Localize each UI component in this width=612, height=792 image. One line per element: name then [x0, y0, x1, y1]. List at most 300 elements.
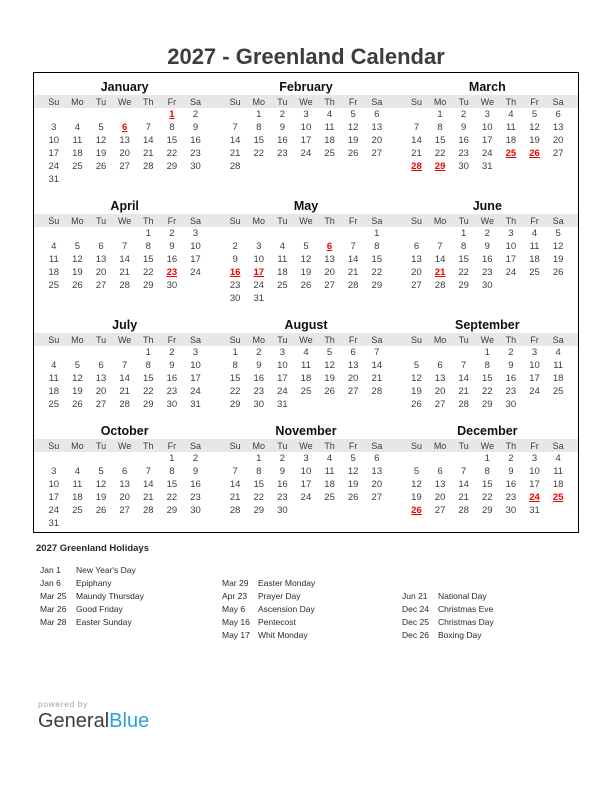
- day-cell: 31: [190, 399, 201, 410]
- footer-logo: [38, 699, 149, 733]
- day-cell: 5: [350, 453, 356, 464]
- day-cell: [452, 452, 476, 465]
- day-cell: 30: [505, 505, 517, 516]
- day-cell: 30: [229, 293, 241, 304]
- month-day-grid: [223, 333, 388, 411]
- day-cell: [136, 108, 160, 121]
- day-cell: 13: [119, 135, 130, 146]
- day-cell: 26: [300, 280, 312, 291]
- day-cell: 20: [324, 267, 335, 278]
- month-october: [34, 423, 215, 530]
- day-cell: 10: [300, 466, 312, 477]
- day-cell: 20: [119, 492, 130, 503]
- day-cell: 14: [458, 373, 469, 384]
- holiday-name: New Year's Day: [76, 565, 136, 575]
- holiday-item: [222, 616, 315, 629]
- holiday-item: [402, 590, 494, 603]
- day-cell: [499, 279, 523, 292]
- day-cell: 27: [371, 492, 383, 503]
- week-row: [405, 253, 570, 266]
- week-row: [42, 266, 207, 279]
- holiday-item: [222, 629, 315, 642]
- day-cell: 7: [121, 241, 128, 252]
- day-cell: [294, 160, 318, 173]
- weekday-header: Fr: [167, 96, 177, 107]
- weekday-header: Th: [142, 96, 154, 107]
- day-cell: 13: [324, 254, 335, 265]
- holiday-date: Dec 26: [402, 630, 429, 640]
- day-cell: 11: [48, 254, 59, 265]
- day-cell: 5: [74, 360, 81, 371]
- week-row: [42, 279, 207, 292]
- day-cell: 25: [324, 492, 335, 503]
- day-cell: 14: [142, 479, 154, 490]
- weekday-header: Sa: [371, 440, 383, 451]
- day-cell: 25: [277, 280, 288, 291]
- holiday-date: Mar 26: [40, 604, 67, 614]
- day-cell: [546, 279, 570, 292]
- week-row: [405, 385, 570, 398]
- weekday-header: Mo: [252, 440, 265, 451]
- day-cell: 31: [48, 174, 60, 185]
- day-cell: [42, 452, 66, 465]
- day-cell: 2: [461, 109, 467, 120]
- calendar-section: [34, 423, 578, 530]
- weekday-header: Tu: [95, 440, 107, 451]
- day-cell: 29: [482, 399, 493, 410]
- day-cell: 28: [458, 399, 469, 410]
- day-cell: 24: [277, 386, 288, 397]
- week-row: [223, 240, 388, 253]
- day-cell: 16: [253, 373, 265, 384]
- day-cell: 28: [229, 161, 241, 172]
- holiday-name: Good Friday: [76, 604, 123, 614]
- day-cell: [136, 173, 160, 186]
- day-cell: 3: [192, 228, 199, 239]
- week-row: [223, 253, 388, 266]
- day-cell: [113, 108, 137, 121]
- day-cell: 22: [434, 148, 446, 159]
- holiday-item: [40, 564, 144, 577]
- week-row: [405, 134, 570, 147]
- day-cell: 10: [529, 466, 540, 477]
- day-cell: 6: [98, 241, 104, 252]
- week-row: [223, 292, 388, 305]
- day-cell: 13: [119, 479, 130, 490]
- holiday-column: [40, 564, 144, 629]
- weekday-header: Fr: [530, 215, 539, 226]
- day-cell: 4: [531, 228, 538, 239]
- day-cell: 19: [411, 386, 422, 397]
- day-cell: 20: [371, 479, 383, 490]
- day-cell: [341, 292, 365, 305]
- day-cell: 21: [347, 267, 359, 278]
- day-cell: [523, 160, 547, 173]
- weekday-header: Mo: [252, 334, 265, 345]
- day-cell: 7: [461, 360, 467, 371]
- holiday-date: Mar 25: [40, 591, 67, 601]
- month-november: [215, 423, 396, 530]
- weekday-header: Fr: [530, 334, 539, 345]
- powered-by-text: powered by: [38, 699, 88, 709]
- week-row: [42, 227, 207, 240]
- month-day-grid: [405, 95, 570, 173]
- day-cell: [42, 227, 66, 240]
- logo-general-text: General: [38, 710, 110, 732]
- day-cell: 5: [350, 109, 356, 120]
- day-cell: 29: [482, 505, 493, 516]
- week-row: [223, 346, 388, 359]
- day-cell: 9: [508, 466, 514, 477]
- day-cell: 12: [72, 373, 83, 384]
- weekday-header: Sa: [189, 440, 201, 451]
- week-row: [405, 147, 570, 160]
- day-cell: [223, 452, 247, 465]
- day-cell: 1: [461, 228, 467, 239]
- month-day-grid: [42, 333, 207, 411]
- day-cell: 7: [232, 122, 238, 133]
- week-row: [223, 452, 388, 465]
- day-cell: 19: [95, 492, 107, 503]
- day-cell: 15: [434, 135, 446, 146]
- day-cell: [318, 398, 342, 411]
- day-cell: 21: [371, 373, 383, 384]
- day-cell: 13: [95, 254, 107, 265]
- day-cell: 20: [95, 386, 107, 397]
- day-cell: 14: [458, 479, 469, 490]
- day-cell: 23: [277, 148, 288, 159]
- month-title: October: [100, 424, 149, 438]
- day-cell: 3: [256, 241, 262, 252]
- day-cell: 9: [192, 466, 199, 477]
- day-cell: 28: [371, 386, 383, 397]
- holiday-day-cell: 26: [529, 148, 540, 159]
- day-cell: 13: [411, 254, 422, 265]
- day-cell: 18: [324, 479, 335, 490]
- day-cell: 17: [48, 492, 60, 503]
- weekday-header-row: [223, 439, 388, 452]
- day-cell: [113, 227, 137, 240]
- day-cell: 22: [229, 386, 241, 397]
- day-cell: 29: [458, 280, 469, 291]
- day-cell: [271, 160, 295, 173]
- month-title: December: [457, 424, 518, 438]
- day-cell: 4: [326, 109, 333, 120]
- day-cell: 27: [411, 280, 422, 291]
- day-cell: 3: [51, 122, 57, 133]
- day-cell: 24: [190, 386, 201, 397]
- day-cell: 23: [190, 492, 201, 503]
- weekday-header: We: [117, 440, 132, 451]
- day-cell: 14: [371, 360, 383, 371]
- day-cell: 20: [119, 148, 130, 159]
- day-cell: 22: [371, 267, 383, 278]
- day-cell: 10: [253, 254, 265, 265]
- weekday-header: Th: [324, 215, 335, 226]
- weekday-header: Sa: [189, 96, 201, 107]
- day-cell: 22: [253, 492, 265, 503]
- day-cell: 7: [374, 347, 380, 358]
- weekday-header: Sa: [189, 215, 201, 226]
- weekday-header: Th: [142, 440, 154, 451]
- day-cell: 21: [142, 492, 154, 503]
- week-row: [223, 359, 388, 372]
- weekday-header: Sa: [552, 215, 564, 226]
- day-cell: 30: [166, 280, 178, 291]
- weekday-header: Sa: [371, 96, 383, 107]
- holiday-item: [40, 590, 144, 603]
- day-cell: 4: [74, 122, 81, 133]
- day-cell: 8: [145, 360, 151, 371]
- holiday-date: Jun 21: [402, 591, 428, 601]
- day-cell: 3: [531, 453, 538, 464]
- week-row: [223, 134, 388, 147]
- weekday-header: Su: [48, 334, 60, 345]
- day-cell: [113, 346, 137, 359]
- day-cell: 30: [190, 161, 201, 172]
- day-cell: [318, 227, 342, 240]
- day-cell: 3: [279, 347, 285, 358]
- day-cell: 26: [347, 492, 359, 503]
- day-cell: 10: [505, 241, 517, 252]
- holiday-date: Apr 23: [222, 591, 248, 601]
- day-cell: 23: [190, 148, 201, 159]
- day-cell: [113, 173, 137, 186]
- day-cell: 29: [229, 399, 241, 410]
- day-cell: [341, 504, 365, 517]
- day-cell: 14: [347, 254, 359, 265]
- holidays-heading: 2027 Greenland Holidays: [36, 543, 149, 554]
- day-cell: 19: [72, 386, 83, 397]
- day-cell: 9: [169, 241, 175, 252]
- weekday-header: Sa: [552, 334, 564, 345]
- weekday-header-row: [223, 214, 388, 227]
- day-cell: [42, 346, 66, 359]
- week-row: [405, 452, 570, 465]
- week-row: [42, 385, 207, 398]
- day-cell: 23: [505, 492, 517, 503]
- day-cell: 15: [253, 479, 265, 490]
- day-cell: 13: [347, 360, 359, 371]
- day-cell: 9: [279, 466, 285, 477]
- day-cell: 9: [256, 360, 262, 371]
- month-february: [215, 79, 396, 186]
- weekday-header: Mo: [71, 440, 84, 451]
- weekday-header: Tu: [277, 334, 288, 345]
- holiday-day-cell: 6: [326, 241, 333, 252]
- day-cell: 5: [531, 109, 538, 120]
- week-row: [42, 121, 207, 134]
- day-cell: 24: [482, 148, 493, 159]
- day-cell: 23: [458, 148, 469, 159]
- day-cell: 5: [413, 466, 420, 477]
- day-cell: 18: [505, 135, 517, 146]
- week-row: [42, 173, 207, 186]
- calendar-section: [34, 317, 578, 411]
- week-row: [42, 372, 207, 385]
- day-cell: [428, 227, 452, 240]
- day-cell: 12: [347, 122, 359, 133]
- day-cell: [66, 173, 90, 186]
- day-cell: [89, 227, 113, 240]
- day-cell: 30: [458, 161, 469, 172]
- holiday-column: [222, 577, 315, 642]
- page-title: 2027 - Greenland Calendar: [167, 44, 445, 69]
- weekday-header-row: [223, 95, 388, 108]
- weekday-header: We: [299, 96, 313, 107]
- day-cell: 21: [458, 386, 469, 397]
- weekday-header: Tu: [95, 334, 107, 345]
- day-cell: 6: [437, 360, 443, 371]
- weekday-header: Su: [48, 440, 60, 451]
- day-cell: 18: [552, 373, 564, 384]
- weekday-header: Fr: [167, 440, 177, 451]
- day-cell: 2: [508, 347, 514, 358]
- week-row: [223, 266, 388, 279]
- week-row: [42, 478, 207, 491]
- weekday-header-row: [223, 333, 388, 346]
- day-cell: 8: [256, 122, 262, 133]
- day-cell: 31: [48, 518, 60, 529]
- day-cell: 2: [484, 228, 490, 239]
- weekday-header: Su: [229, 440, 241, 451]
- weekday-header-row: [405, 214, 570, 227]
- day-cell: 13: [371, 466, 383, 477]
- day-cell: 25: [300, 386, 312, 397]
- day-cell: 24: [529, 386, 540, 397]
- day-cell: 6: [374, 453, 380, 464]
- week-row: [42, 465, 207, 478]
- day-cell: [294, 398, 318, 411]
- day-cell: 16: [482, 254, 493, 265]
- day-cell: 17: [48, 148, 60, 159]
- day-cell: [405, 108, 429, 121]
- day-cell: 13: [552, 122, 564, 133]
- day-cell: [66, 346, 90, 359]
- week-row: [405, 160, 570, 173]
- day-cell: 15: [229, 373, 241, 384]
- holiday-date: Dec 24: [402, 604, 429, 614]
- day-cell: [294, 292, 318, 305]
- month-title: June: [472, 199, 502, 213]
- day-cell: 28: [229, 505, 241, 516]
- day-cell: 6: [555, 109, 561, 120]
- day-cell: 12: [411, 479, 422, 490]
- holiday-name: National Day: [438, 591, 487, 601]
- holiday-name: Christmas Day: [438, 617, 494, 627]
- day-cell: 7: [145, 122, 151, 133]
- weekday-header: Tu: [277, 215, 288, 226]
- day-cell: 14: [411, 135, 422, 146]
- day-cell: 16: [190, 135, 201, 146]
- day-cell: 22: [482, 492, 493, 503]
- month-day-grid: [42, 214, 207, 292]
- day-cell: 4: [74, 466, 81, 477]
- day-cell: 6: [121, 466, 128, 477]
- day-cell: 24: [505, 267, 517, 278]
- day-cell: 3: [192, 347, 199, 358]
- day-cell: 17: [300, 479, 312, 490]
- day-cell: 15: [458, 254, 469, 265]
- weekday-header: Sa: [552, 440, 564, 451]
- weekday-header: Fr: [348, 440, 358, 451]
- day-cell: 23: [229, 280, 241, 291]
- day-cell: 12: [300, 254, 312, 265]
- day-cell: 18: [324, 135, 335, 146]
- day-cell: 18: [48, 386, 60, 397]
- day-cell: 21: [119, 267, 130, 278]
- day-cell: 1: [437, 109, 443, 120]
- day-cell: [113, 517, 137, 530]
- weekday-header: We: [117, 96, 132, 107]
- day-cell: 9: [232, 254, 238, 265]
- weekday-header: Su: [229, 215, 241, 226]
- day-cell: 2: [169, 228, 175, 239]
- day-cell: 24: [300, 492, 312, 503]
- day-cell: 8: [169, 122, 175, 133]
- week-row: [223, 279, 388, 292]
- day-cell: 26: [324, 386, 335, 397]
- week-row: [223, 121, 388, 134]
- weekday-header: Th: [324, 440, 335, 451]
- day-cell: 1: [484, 347, 490, 358]
- month-day-grid: [405, 333, 570, 411]
- day-cell: [523, 279, 547, 292]
- holiday-name: Pentecost: [258, 617, 296, 627]
- day-cell: [271, 292, 295, 305]
- week-row: [405, 504, 570, 517]
- day-cell: 8: [484, 360, 490, 371]
- day-cell: 7: [461, 466, 467, 477]
- month-day-grid: [405, 439, 570, 517]
- week-row: [223, 147, 388, 160]
- weekday-header-row: [42, 95, 207, 108]
- day-cell: 12: [411, 373, 422, 384]
- holiday-date: Jan 6: [40, 578, 61, 588]
- weekday-header: We: [480, 215, 494, 226]
- holiday-name: Boxing Day: [438, 630, 482, 640]
- day-cell: 16: [458, 135, 469, 146]
- day-cell: 14: [229, 479, 241, 490]
- weekday-header-row: [42, 333, 207, 346]
- holiday-item: [402, 616, 494, 629]
- day-cell: 28: [142, 161, 154, 172]
- day-cell: 11: [48, 373, 59, 384]
- holiday-date: Dec 25: [402, 617, 429, 627]
- weekday-header: Su: [48, 215, 60, 226]
- day-cell: 20: [347, 373, 359, 384]
- day-cell: [546, 160, 570, 173]
- week-row: [223, 227, 388, 240]
- month-august: [215, 317, 396, 411]
- week-row: [42, 517, 207, 530]
- day-cell: 15: [166, 479, 178, 490]
- month-june: [397, 198, 578, 305]
- day-cell: 11: [529, 241, 540, 252]
- month-day-grid: [223, 439, 388, 517]
- month-july: [34, 317, 215, 411]
- day-cell: 7: [232, 466, 238, 477]
- day-cell: 23: [166, 386, 178, 397]
- day-cell: [66, 452, 90, 465]
- weekday-header: Th: [505, 334, 517, 345]
- day-cell: 25: [48, 280, 60, 291]
- day-cell: [405, 452, 429, 465]
- weekday-header: We: [299, 215, 313, 226]
- day-cell: 24: [48, 505, 60, 516]
- day-cell: 9: [279, 122, 285, 133]
- day-cell: 28: [142, 505, 154, 516]
